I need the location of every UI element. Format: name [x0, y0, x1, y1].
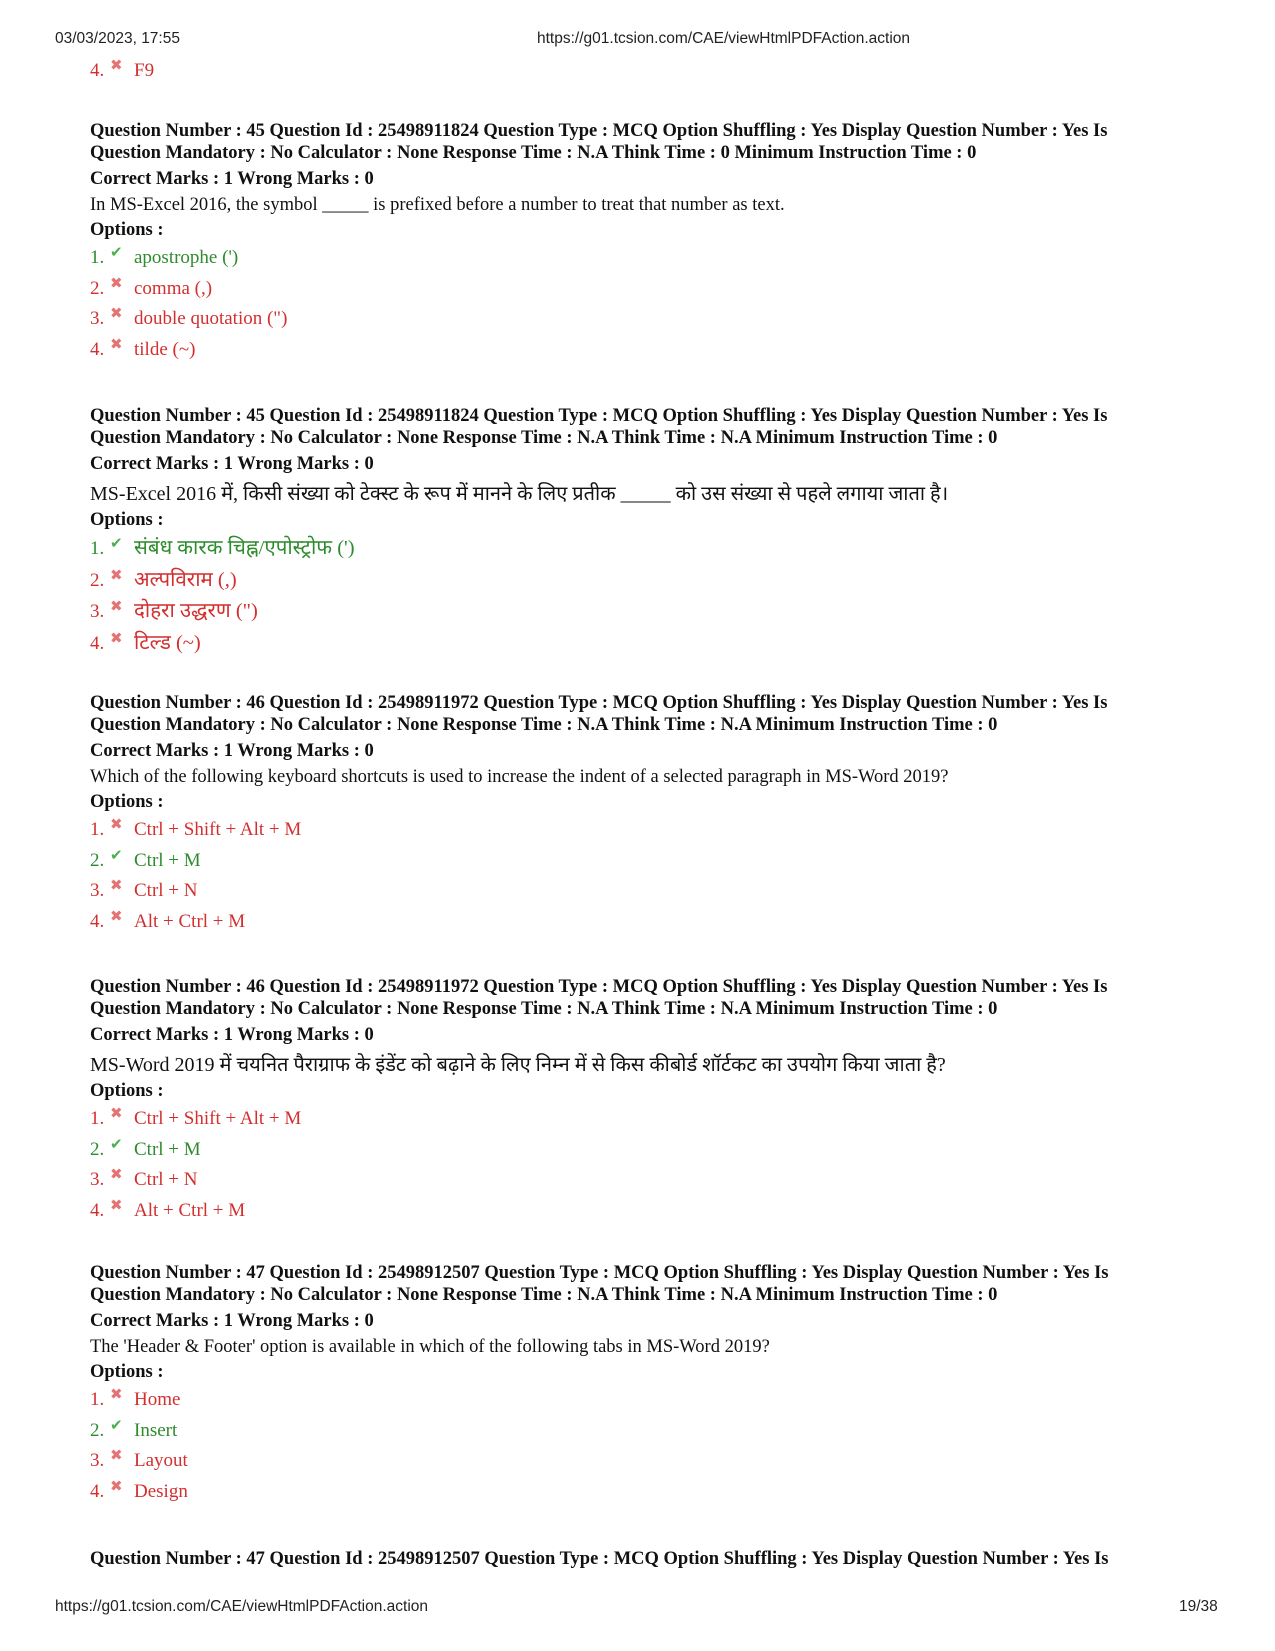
footer-url: https://g01.tcsion.com/CAE/viewHtmlPDFAction.action — [55, 1598, 429, 1615]
option-number: 4. — [90, 338, 105, 360]
option-number: 1. — [90, 538, 105, 559]
question-text: Which of the following keyboard shortcuts is used to increase the indent of a selected paragraph in MS-Word 2019? — [90, 767, 949, 787]
cross-icon: ✖ — [110, 304, 123, 322]
question-meta-line: Question Number : 46 Question Id : 25498911972 Question Type : MCQ Option Shuffling : Yes Display Question Number : Yes Is — [90, 693, 1108, 713]
option-number: 4. — [90, 632, 105, 654]
option-item — [90, 243, 1210, 274]
option-item — [90, 1104, 1210, 1135]
option-number: 4. — [90, 1480, 105, 1502]
option-item — [90, 565, 1210, 597]
options-list — [90, 815, 1210, 937]
question-text: The 'Header & Footer' option is available in which of the following tabs in MS-Word 2019? — [90, 1337, 770, 1357]
option-text: Design — [134, 1480, 188, 1502]
option-item — [90, 1196, 1210, 1227]
options-list — [90, 533, 1210, 659]
cross-icon: ✖ — [110, 628, 123, 647]
option-item — [90, 1477, 1210, 1508]
option-text: Ctrl + M — [134, 1138, 201, 1160]
option-text: F9 — [134, 60, 155, 81]
cross-icon: ✖ — [110, 1165, 123, 1183]
cross-icon: ✖ — [110, 597, 123, 615]
question-meta-line: Question Mandatory : No Calculator : None Response Time : N.A Think Time : N.A Minimum Instruction Time : 0 — [90, 999, 998, 1019]
option-number: 1. — [90, 247, 105, 268]
cross-icon: ✖ — [110, 1385, 123, 1403]
cross-icon: ✖ — [110, 1104, 123, 1122]
check-icon: ✔ — [110, 845, 123, 864]
option-number: 1. — [90, 1389, 105, 1410]
cross-icon: ✖ — [110, 56, 123, 74]
question-block — [90, 1262, 1210, 1507]
option-item — [90, 1165, 1210, 1196]
option-number: 4. — [90, 60, 105, 81]
option-number: 2. — [90, 277, 105, 299]
check-icon: ✔ — [110, 534, 123, 552]
option-text: Ctrl + M — [134, 849, 201, 871]
option-item — [90, 274, 1210, 305]
option-text: Layout — [134, 1450, 188, 1471]
question-meta — [90, 120, 1210, 164]
option-number: 1. — [90, 1108, 105, 1129]
question-meta-line: Question Mandatory : No Calculator : None Response Time : N.A Think Time : N.A Minimum Instruction Time : 0 — [90, 428, 998, 448]
option-number: 3. — [90, 880, 105, 901]
question-text: In MS-Excel 2016, the symbol _____ is prefixed before a number to treat that number as text. — [90, 195, 785, 215]
question-meta-line: Question Mandatory : No Calculator : None Response Time : N.A Think Time : N.A Minimum Instruction Time : 0 — [90, 1285, 998, 1305]
question-meta — [90, 405, 1210, 449]
option-text: टिल्ड (~) — [134, 631, 201, 654]
option-item — [90, 335, 1210, 366]
check-icon: ✔ — [110, 243, 123, 261]
option-text: comma (,) — [134, 277, 213, 299]
option-number: 2. — [90, 849, 105, 871]
question-marks: Correct Marks : 1 Wrong Marks : 0 — [90, 169, 374, 189]
option-text: Insert — [134, 1419, 178, 1441]
option-item — [90, 304, 1210, 335]
question-meta — [90, 1262, 1210, 1306]
print-datetime: 03/03/2023, 17:55 — [55, 30, 180, 47]
question-text: MS-Excel 2016 में, किसी संख्या को टेक्स्ट के रूप में मानने के लिए प्रतीक _____ को उस संख्या से पहले लगाया जाता है। — [90, 483, 949, 505]
option-text: संबंध कारक चिह्न/एपोस्ट्रोफ (') — [134, 537, 355, 559]
option-number: 2. — [90, 569, 105, 591]
option-number: 3. — [90, 601, 105, 622]
option-item — [90, 876, 1210, 907]
question-block — [90, 692, 1210, 937]
cross-icon: ✖ — [110, 1446, 123, 1464]
option-number: 3. — [90, 308, 105, 329]
options-list — [90, 243, 1210, 365]
option-number: 4. — [90, 1199, 105, 1221]
cross-icon: ✖ — [110, 565, 123, 584]
option-item — [90, 907, 1210, 938]
option-item — [90, 846, 1210, 877]
question-block — [90, 976, 1210, 1226]
carryover-option — [90, 56, 155, 82]
cross-icon: ✖ — [110, 876, 123, 894]
question-meta-line: Question Number : 45 Question Id : 25498911824 Question Type : MCQ Option Shuffling : Yes Display Question Number : Yes Is — [90, 121, 1108, 141]
question-text: MS-Word 2019 में चयनित पैराग्राफ के इंडेंट को बढ़ाने के लिए निम्न में से किस कीबोर्ड शॉर्टकट का उपयोग किया जाता है? — [90, 1054, 946, 1076]
question-meta-line: Question Number : 45 Question Id : 25498911824 Question Type : MCQ Option Shuffling : Yes Display Question Number : Yes Is — [90, 406, 1108, 426]
options-label: Options : — [90, 510, 164, 530]
page-number: 19/38 — [1179, 1598, 1218, 1615]
option-item — [90, 1135, 1210, 1166]
cross-icon: ✖ — [110, 334, 123, 353]
question-meta-line: Question Number : 47 Question Id : 25498912507 Question Type : MCQ Option Shuffling : Yes Display Question Number : Yes Is — [90, 1263, 1109, 1283]
question-meta — [90, 976, 1210, 1020]
option-number: 2. — [90, 1419, 105, 1441]
option-number: 3. — [90, 1450, 105, 1471]
option-text: apostrophe (') — [134, 247, 239, 268]
option-number: 3. — [90, 1169, 105, 1190]
question-meta-line: Question Mandatory : No Calculator : None Response Time : N.A Think Time : 0 Minimum Instruction Time : 0 — [90, 143, 977, 163]
question-meta — [90, 692, 1210, 736]
header-url: https://g01.tcsion.com/CAE/viewHtmlPDFAction.action — [537, 30, 911, 47]
options-label: Options : — [90, 792, 164, 812]
question-block-partial — [90, 1548, 1210, 1570]
check-icon: ✔ — [110, 1134, 123, 1153]
cross-icon: ✖ — [110, 815, 123, 833]
cross-icon: ✖ — [110, 906, 123, 925]
option-number: 1. — [90, 819, 105, 840]
option-text: Home — [134, 1389, 181, 1410]
option-number: 4. — [90, 910, 105, 932]
options-list — [90, 1104, 1210, 1226]
option-item — [90, 1416, 1210, 1447]
option-item — [90, 815, 1210, 846]
option-text: अल्पविराम (,) — [134, 568, 237, 591]
question-meta-line: Question Number : 47 Question Id : 25498912507 Question Type : MCQ Option Shuffling : Yes Display Question Number : Yes Is — [90, 1549, 1109, 1569]
question-marks: Correct Marks : 1 Wrong Marks : 0 — [90, 741, 374, 761]
question-marks: Correct Marks : 1 Wrong Marks : 0 — [90, 454, 374, 474]
options-label: Options : — [90, 1081, 164, 1101]
option-number: 2. — [90, 1138, 105, 1160]
options-label: Options : — [90, 220, 164, 240]
option-text: tilde (~) — [134, 338, 196, 360]
question-meta-line: Question Number : 46 Question Id : 25498911972 Question Type : MCQ Option Shuffling : Yes Display Question Number : Yes Is — [90, 977, 1108, 997]
option-item — [90, 1385, 1210, 1416]
options-list — [90, 1385, 1210, 1507]
option-item — [90, 533, 1210, 565]
question-marks: Correct Marks : 1 Wrong Marks : 0 — [90, 1025, 374, 1045]
cross-icon: ✖ — [110, 273, 123, 292]
option-text: double quotation (") — [134, 308, 288, 329]
option-text: Ctrl + N — [134, 880, 198, 901]
options-label: Options : — [90, 1362, 164, 1382]
option-item — [90, 628, 1210, 660]
option-text: Alt + Ctrl + M — [134, 1199, 246, 1221]
option-text: Ctrl + N — [134, 1169, 198, 1190]
cross-icon: ✖ — [110, 1476, 123, 1495]
question-block — [90, 120, 1210, 365]
question-marks: Correct Marks : 1 Wrong Marks : 0 — [90, 1311, 374, 1331]
option-text: दोहरा उद्धरण (") — [134, 600, 258, 622]
option-item — [90, 1446, 1210, 1477]
question-meta-line: Question Mandatory : No Calculator : None Response Time : N.A Think Time : N.A Minimum Instruction Time : 0 — [90, 715, 998, 735]
option-item — [90, 596, 1210, 628]
option-text: Alt + Ctrl + M — [134, 910, 246, 932]
cross-icon: ✖ — [110, 1195, 123, 1214]
option-text: Ctrl + Shift + Alt + M — [134, 1108, 302, 1129]
option-text: Ctrl + Shift + Alt + M — [134, 819, 302, 840]
check-icon: ✔ — [110, 1415, 123, 1434]
question-block — [90, 405, 1210, 659]
